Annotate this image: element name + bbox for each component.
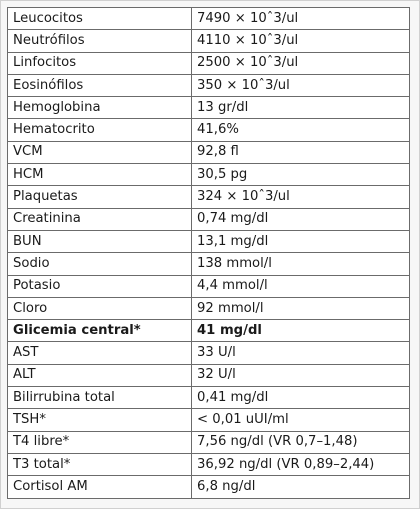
table-row	[8, 208, 410, 230]
lab-results-body	[8, 8, 410, 499]
test-name-cell: Cortisol AM	[8, 476, 192, 498]
table-row	[8, 30, 410, 52]
table-row	[8, 297, 410, 319]
test-value-cell: 92,8 fl	[192, 141, 410, 163]
test-name-cell: Hemoglobina	[8, 97, 192, 119]
test-value-cell: 33 U/l	[192, 342, 410, 364]
table-row	[8, 8, 410, 30]
test-name-cell: TSH*	[8, 409, 192, 431]
table-row	[8, 409, 410, 431]
test-name-cell: Leucocitos	[8, 8, 192, 30]
test-name-cell: Potasio	[8, 275, 192, 297]
test-value-cell: 7,56 ng/dl (VR 0,7–1,48)	[192, 431, 410, 453]
test-value-cell: 4110 × 10ˆ3/ul	[192, 30, 410, 52]
table-row	[8, 52, 410, 74]
table-row	[8, 119, 410, 141]
test-name-cell: Plaquetas	[8, 186, 192, 208]
test-name-cell: AST	[8, 342, 192, 364]
test-name-cell: BUN	[8, 230, 192, 252]
test-name-cell: Glicemia central*	[8, 320, 192, 342]
table-row	[8, 97, 410, 119]
table-row	[8, 74, 410, 96]
table-row	[8, 453, 410, 475]
lab-results-table	[7, 7, 410, 499]
test-name-cell: Cloro	[8, 297, 192, 319]
table-row	[8, 476, 410, 498]
test-name-cell: Hematocrito	[8, 119, 192, 141]
test-value-cell: 30,5 pg	[192, 164, 410, 186]
test-name-cell: T3 total*	[8, 453, 192, 475]
test-value-cell: 0,41 mg/dl	[192, 387, 410, 409]
table-row	[8, 320, 410, 342]
test-name-cell: Linfocitos	[8, 52, 192, 74]
table-row	[8, 141, 410, 163]
test-value-cell: 41,6%	[192, 119, 410, 141]
table-row	[8, 431, 410, 453]
test-name-cell: T4 libre*	[8, 431, 192, 453]
test-value-cell: 36,92 ng/dl (VR 0,89–2,44)	[192, 453, 410, 475]
test-name-cell: ALT	[8, 364, 192, 386]
test-name-cell: Neutrófilos	[8, 30, 192, 52]
table-row	[8, 253, 410, 275]
table-row	[8, 164, 410, 186]
table-row	[8, 230, 410, 252]
table-row	[8, 186, 410, 208]
test-value-cell: 0,74 mg/dl	[192, 208, 410, 230]
test-name-cell: VCM	[8, 141, 192, 163]
test-value-cell: 6,8 ng/dl	[192, 476, 410, 498]
test-name-cell: Sodio	[8, 253, 192, 275]
test-value-cell: 2500 × 10ˆ3/ul	[192, 52, 410, 74]
table-row	[8, 275, 410, 297]
test-name-cell: Eosinófilos	[8, 74, 192, 96]
test-value-cell: 92 mmol/l	[192, 297, 410, 319]
test-value-cell: 7490 × 10ˆ3/ul	[192, 8, 410, 30]
test-value-cell: 13 gr/dl	[192, 97, 410, 119]
test-value-cell: 138 mmol/l	[192, 253, 410, 275]
test-value-cell: 41 mg/dl	[192, 320, 410, 342]
test-value-cell: 13,1 mg/dl	[192, 230, 410, 252]
table-row	[8, 342, 410, 364]
test-value-cell: 4,4 mmol/l	[192, 275, 410, 297]
test-value-cell: 324 × 10ˆ3/ul	[192, 186, 410, 208]
test-value-cell: < 0,01 uUI/ml	[192, 409, 410, 431]
test-value-cell: 350 × 10ˆ3/ul	[192, 74, 410, 96]
test-name-cell: Creatinina	[8, 208, 192, 230]
test-name-cell: HCM	[8, 164, 192, 186]
test-value-cell: 32 U/l	[192, 364, 410, 386]
table-row	[8, 387, 410, 409]
test-name-cell: Bilirrubina total	[8, 387, 192, 409]
table-row	[8, 364, 410, 386]
